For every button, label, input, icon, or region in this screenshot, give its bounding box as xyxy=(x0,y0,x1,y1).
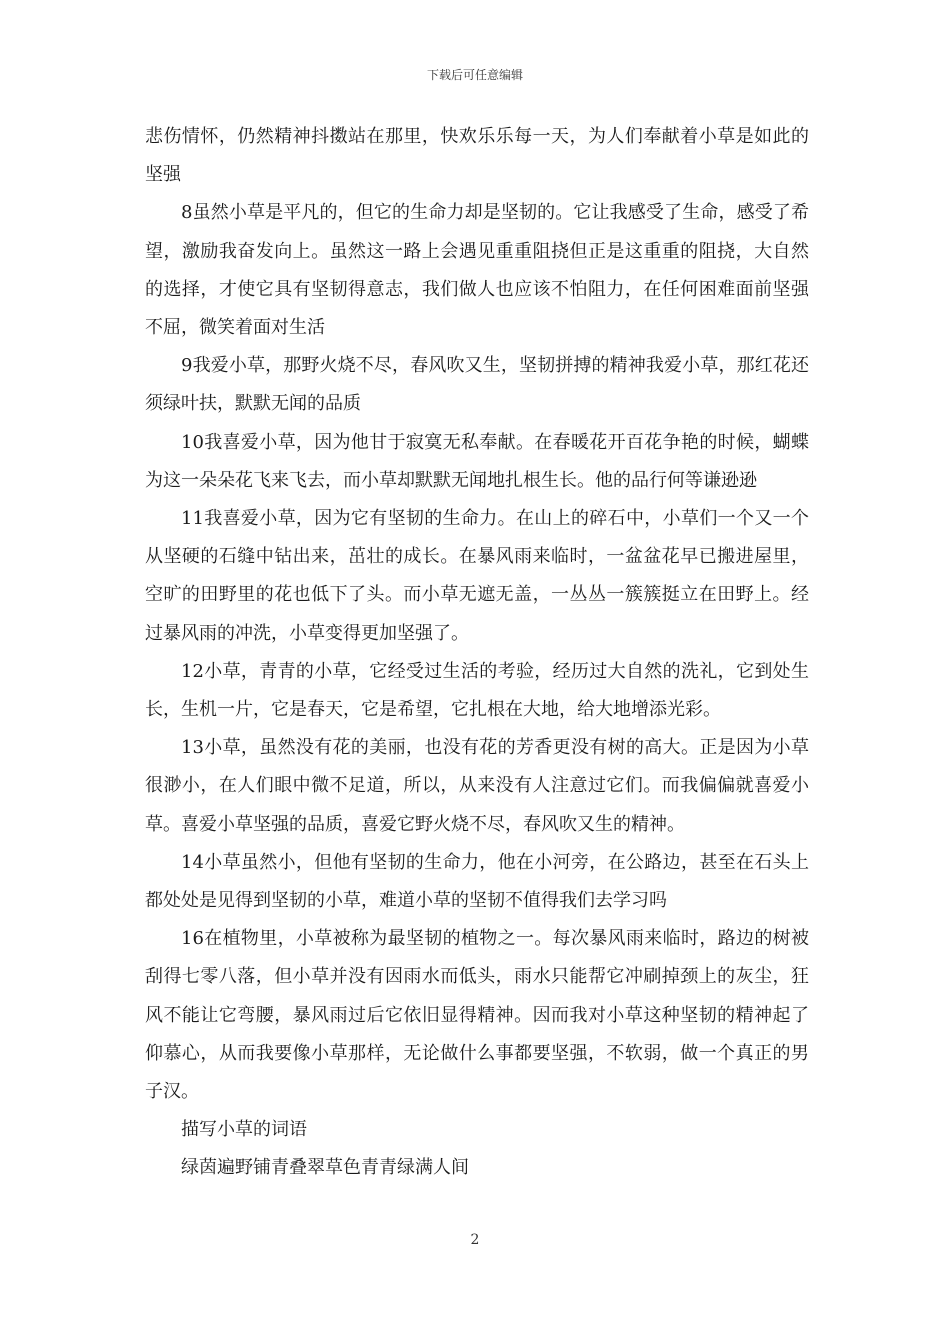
section-heading-words: 描写小草的词语 xyxy=(181,1119,307,1141)
paragraph-8: 8虽然小草是平凡的，但它的生命力却是坚韧的。它让我感受了生命，感受了希望，激励我奋发向上。虽然这一路上会遇见重重阻挠但正是这重重的阻挠，大自然的选择，才使它具有坚韧得意志，我们做人也应该不怕阻力，在任何困难面前坚强不屈，微笑着面对生活 xyxy=(145,202,809,339)
document-body xyxy=(145,118,809,1188)
paragraph-9: 9我爱小草，那野火烧不尽，春风吹又生，坚韧拼搏的精神我爱小草，那红花还须绿叶扶，默默无闻的品质 xyxy=(145,355,809,415)
paragraph-13: 13小草，虽然没有花的美丽，也没有花的芳香更没有树的高大。正是因为小草很渺小，在人们眼中微不足道，所以，从来没有人注意过它们。而我偏偏就喜爱小草。喜爱小草坚强的品质，喜爱它野火烧不尽，春风吹又生的精神。 xyxy=(145,737,809,835)
paragraph-continuation: 悲伤情怀，仍然精神抖擞站在那里，快欢乐乐每一天，为人们奉献着小草是如此的坚强 xyxy=(145,126,809,186)
paragraph-14: 14小草虽然小，但他有坚韧的生命力，他在小河旁，在公路边，甚至在石头上都处处是见得到坚韧的小草，难道小草的坚韧不值得我们去学习吗 xyxy=(145,851,809,912)
page-number: 2 xyxy=(470,1232,480,1248)
page-header-note: 下载后可任意编辑 xyxy=(426,68,523,82)
paragraph-12: 12小草，青青的小草，它经受过生活的考验，经历过大自然的洗礼，它到处生长，生机一片，它是春天，它是希望，它扎根在大地，给大地增添光彩。 xyxy=(145,660,809,721)
paragraph-16: 16在植物里，小草被称为最坚韧的植物之一。每次暴风雨来临时，路边的树被刮得七零八落，但小草并没有因雨水而低头，雨水只能帮它冲刷掉颈上的灰尘，狂风不能让它弯腰，暴风雨过后它依旧显得精神。因而我对小草这种坚韧的精神起了仰慕心，从而我要像小草那样，无论做什么事都要坚强，不软弱，做一个真正的男子汉。 xyxy=(145,928,809,1103)
word-list: 绿茵遍野铺青叠翠草色青青绿满人间 xyxy=(181,1157,469,1179)
paragraph-11: 11我喜爱小草，因为它有坚韧的生命力。在山上的碎石中，小草们一个又一个从坚硬的石缝中钻出来，茁壮的成长。在暴风雨来临时，一盆盆花早已搬进屋里，空旷的田野里的花也低下了头。而小草无遮无盖，一丛丛一簇簇挺立在田野上。经过暴风雨的冲洗，小草变得更加坚强了。 xyxy=(145,508,809,644)
paragraph-10: 10我喜爱小草，因为他甘于寂寞无私奉献。在春暖花开百花争艳的时候，蝴蝶为这一朵朵花飞来飞去，而小草却默默无闻地扎根生长。他的品行何等谦逊逊 xyxy=(145,431,809,491)
